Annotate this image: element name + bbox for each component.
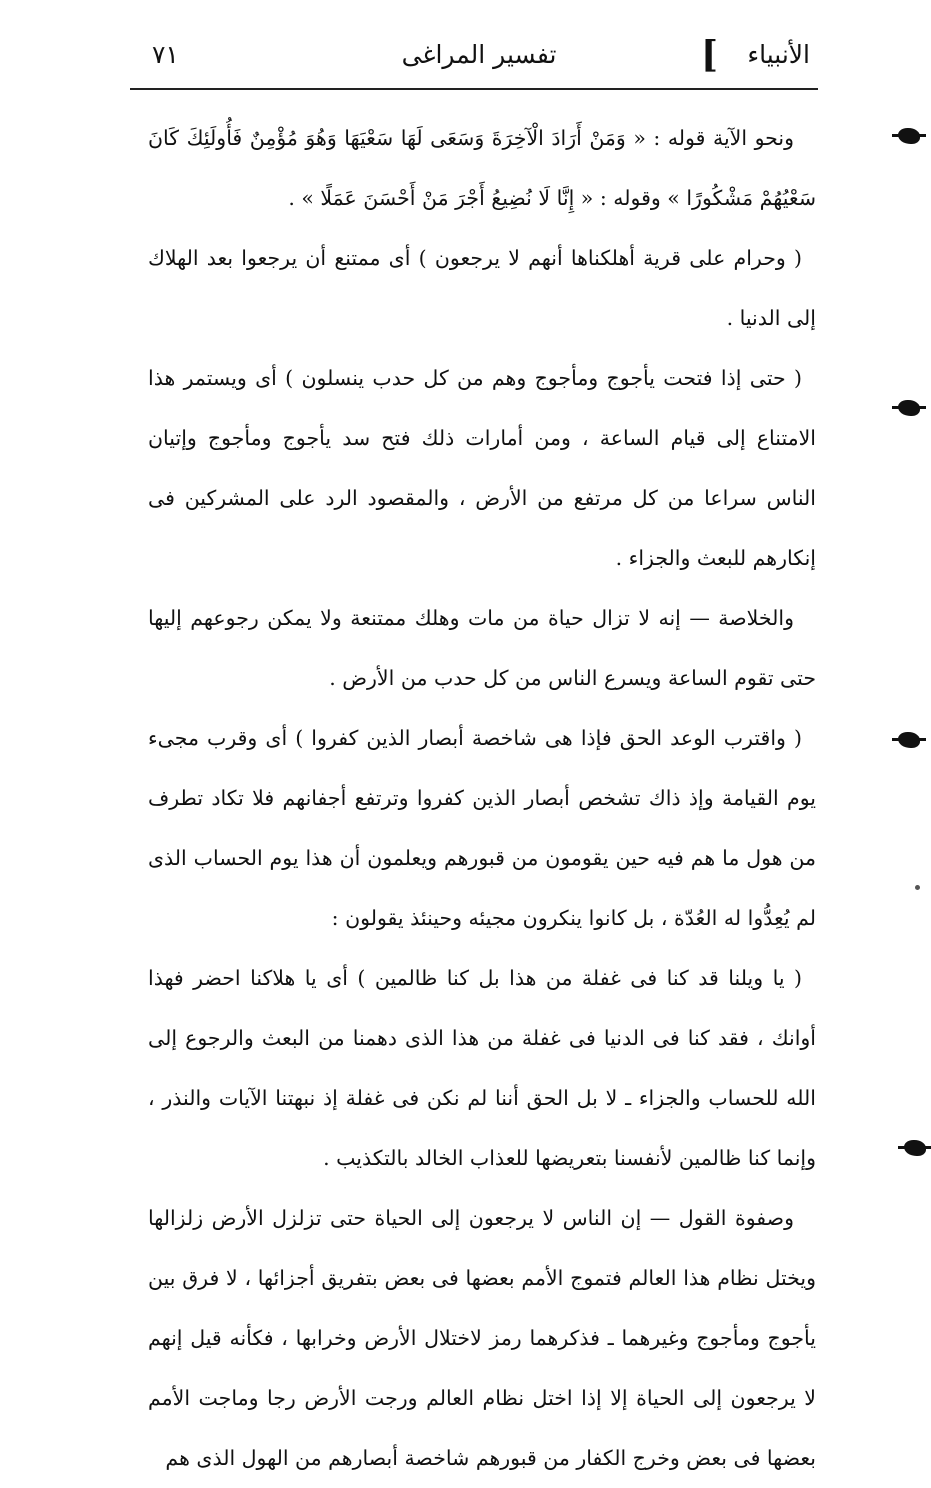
book-title: تفسير المراغى: [401, 40, 557, 69]
paragraph: والخلاصة — إنه لا تزال حياة من مات وهلك ممتنعة ولا يمكن رجوعهم إليها حتى تقوم الساعة ويسرع الناس من كل حدب من الأرض .: [148, 606, 816, 690]
header-rule: [130, 88, 818, 90]
paragraph: وصفوة القول — إن الناس لا يرجعون إلى الحياة حتى تزلزل الأرض زلزالها ويختل نظام هذا العالم فتموج الأمم بعضها فى بعض بتفريق أجزائها ، لا فرق بين يأجوج ومأجوج وغيرهما ـ فذكرهما رمز لاختلال الأرض وخرابها ، فكأنه قيل إنهم لا يرجعون إلى الحياة إلا إذا اختل نظام العالم ورجت الأرض رجا وماجت الأمم بعضها فى بعض وخرج الكفار من قبورهم شاخصة أبصارهم من الهول الذى هم: [148, 1206, 816, 1470]
sura-name: الأنبياء: [747, 40, 810, 69]
scan-mark: [898, 732, 920, 748]
scan-mark: [904, 1140, 926, 1156]
scan-mark: [898, 400, 920, 416]
paragraph: ( يا ويلنا قد كنا فى غفلة من هذا بل كنا ظالمين ) أى يا هلاكنا احضر فهذا أوانك ، فقد كنا فى الدنيا فى غفلة من هذا الذى دهمنا من البعث والرجوع إلى الله للحساب والجزاء ـ لا بل الحق أننا لم نكن فى غفلة إذ نبهتنا الآيات والنذر ، وإنما كنا ظالمين لأنفسنا بتعريضها للعذاب الخالد بالتكذيب .: [148, 966, 816, 1170]
paragraph: ( وحرام على قرية أهلكناها أنهم لا يرجعون ) أى ممتنع أن يرجعوا بعد الهلاك إلى الدنيا .: [148, 246, 816, 330]
page-header: [148, 36, 810, 82]
scan-mark: [898, 128, 920, 144]
page-number: ٧١: [152, 40, 179, 69]
page-body: [148, 108, 816, 1488]
paragraph: ( حتى إذا فتحت يأجوج ومأجوج وهم من كل حدب ينسلون ) أى ويستمر هذا الامتناع إلى قيام الساعة ، ومن أمارات ذلك فتح سد يأجوج ومأجوج وإتيان الناس سراعا من كل مرتفع من الأرض ، والمقصود الرد على المشركين فى إنكارهم للبعث والجزاء .: [148, 366, 816, 570]
paragraph: ونحو الآية قوله : « وَمَنْ أَرَادَ الْآخِرَةَ وَسَعَى لَهَا سَعْيَهَا وَهُوَ مُؤْمِنٌ فَأُولَئِكَ كَانَ سَعْيُهُمْ مَشْكُورًا » وقوله : « إِنَّا لَا نُضِيعُ أَجْرَ مَنْ أَحْسَنَ عَمَلًا » .: [148, 126, 816, 210]
scan-speck: [915, 885, 920, 890]
header-bracket: ]: [700, 34, 718, 76]
paragraph: ( واقترب الوعد الحق فإذا هى شاخصة أبصار الذين كفروا ) أى وقرب مجىء يوم القيامة وإذ ذاك تشخص أبصار الذين كفروا وترتفع أجفانهم فلا تكاد تطرف من هول ما هم فيه حين يقومون من قبورهم ويعلمون أن هذا يوم الحساب الذى لم يُعِدُّوا له العُدّة ، بل كانوا ينكرون مجيئه وحينئذ يقولون :: [148, 726, 816, 930]
